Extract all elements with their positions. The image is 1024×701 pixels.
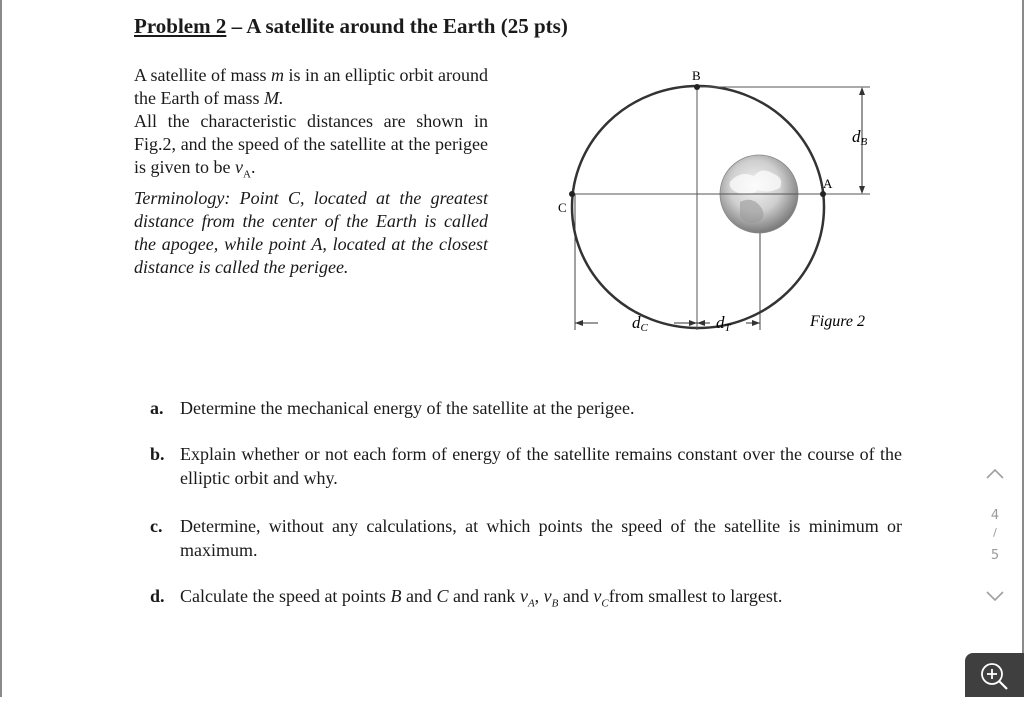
- dB-arrow-head-top: [859, 87, 865, 95]
- intro-paragraph-1: A satellite of mass m is in an elliptic orbit around the Earth of mass M.: [134, 65, 489, 108]
- dT-arrow-head-left: [697, 320, 705, 326]
- problem-title: [134, 14, 568, 39]
- page-left-border: [0, 0, 2, 697]
- chevron-up-icon[interactable]: [984, 466, 1006, 482]
- total-pages: 5: [990, 548, 1000, 563]
- label-dT: dT: [716, 313, 731, 334]
- question-b: b. Explain whether or not each form of energy of the satellite remains constant over the course of the elliptic orbit and why.: [150, 444, 902, 488]
- point-A-marker: [820, 191, 826, 197]
- page-navigator: [978, 462, 1012, 612]
- question-c: c. Determine, without any calculations, at which points the speed of the satellite is minimum or maximum.: [150, 516, 902, 560]
- var-M: M.: [263, 88, 284, 108]
- dT-arrow-head-right: [752, 320, 760, 326]
- var-m: m: [271, 65, 285, 85]
- label-C: C: [558, 200, 567, 215]
- point-B-marker: [694, 84, 700, 90]
- problem-label: Problem 2: [134, 14, 227, 38]
- dC-arrow-head-left: [575, 320, 583, 326]
- problem-title-rest: – A satellite around the Earth (25 pts): [226, 14, 568, 38]
- zoom-in-button[interactable]: [965, 653, 1024, 697]
- dB-arrow-head-bottom: [859, 186, 865, 194]
- label-dB: dB: [852, 127, 868, 148]
- intro-paragraph-2: All the characteristic distances are shown in Fig.2, and the speed of the satellite at the perigee is given to be $v_A$.: [134, 111, 488, 181]
- zoom-in-icon: [965, 653, 1024, 697]
- current-page: 4: [990, 508, 1000, 523]
- page-separator: /: [993, 526, 997, 539]
- point-C-marker: [569, 191, 575, 197]
- dC-arrow-head-right: [689, 320, 697, 326]
- question-list: [150, 396, 902, 638]
- label-B: B: [692, 68, 701, 83]
- orbit-figure: [540, 62, 880, 342]
- question-a: a. Determine the mechanical energy of the satellite at the perigee.: [150, 398, 635, 418]
- figure-caption: Figure 2: [810, 313, 865, 330]
- chevron-down-icon[interactable]: [984, 588, 1006, 604]
- label-dC: dC: [632, 313, 648, 334]
- problem-intro: [134, 64, 488, 279]
- question-d: d. Calculate the speed at points B and C and rank $v_A$, $v_B$ and $v_Cfrom$ smallest to largest.: [150, 586, 783, 610]
- label-A: A: [823, 176, 833, 191]
- terminology-note: Terminology: Point C, located at the greatest distance from the center of the Earth is called the apogee, while point A, located at the closest distance is called the perigee.: [134, 187, 488, 277]
